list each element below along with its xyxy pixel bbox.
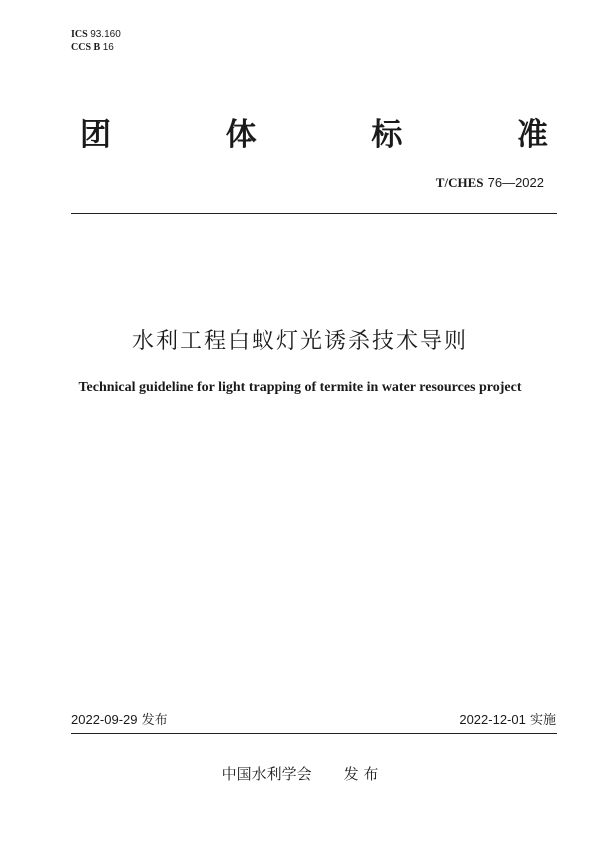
standard-prefix: T/CHES <box>435 175 484 190</box>
standard-number <box>436 175 544 192</box>
ccs-code: 16 <box>102 42 114 53</box>
document-type-char: 准 <box>516 117 548 153</box>
bottom-divider <box>71 733 557 734</box>
issue-label: 发布 <box>141 713 168 728</box>
publisher-action: 发 布 <box>343 765 379 783</box>
publisher-line <box>0 764 600 784</box>
top-divider <box>71 213 557 214</box>
ics-code: 93.160 <box>90 29 121 40</box>
ccs-label: CCS <box>71 42 92 53</box>
title-english: Technical guideline for light trapping of termite in water resources project <box>78 380 522 395</box>
ics-line <box>71 28 121 41</box>
document-type-char: 标 <box>371 117 403 153</box>
implementation-date-line <box>459 711 556 730</box>
document-type-char: 团 <box>80 117 111 153</box>
document-type-heading <box>80 113 548 157</box>
classification-block <box>71 28 121 54</box>
implementation-label: 实施 <box>529 713 556 728</box>
standard-digits: 76—2022 <box>487 175 544 190</box>
ccs-category: B <box>93 42 101 53</box>
publisher-name: 中国水利学会 <box>221 765 312 783</box>
issue-date-line <box>71 711 168 730</box>
issue-date: 2022-09-29 <box>71 712 138 727</box>
ics-label: ICS <box>71 29 88 40</box>
title-chinese: 水利工程白蚁灯光诱杀技术导则 <box>131 329 468 354</box>
ccs-line <box>71 41 121 54</box>
document-type-char: 体 <box>225 117 257 153</box>
implementation-date: 2022-12-01 <box>459 712 526 727</box>
